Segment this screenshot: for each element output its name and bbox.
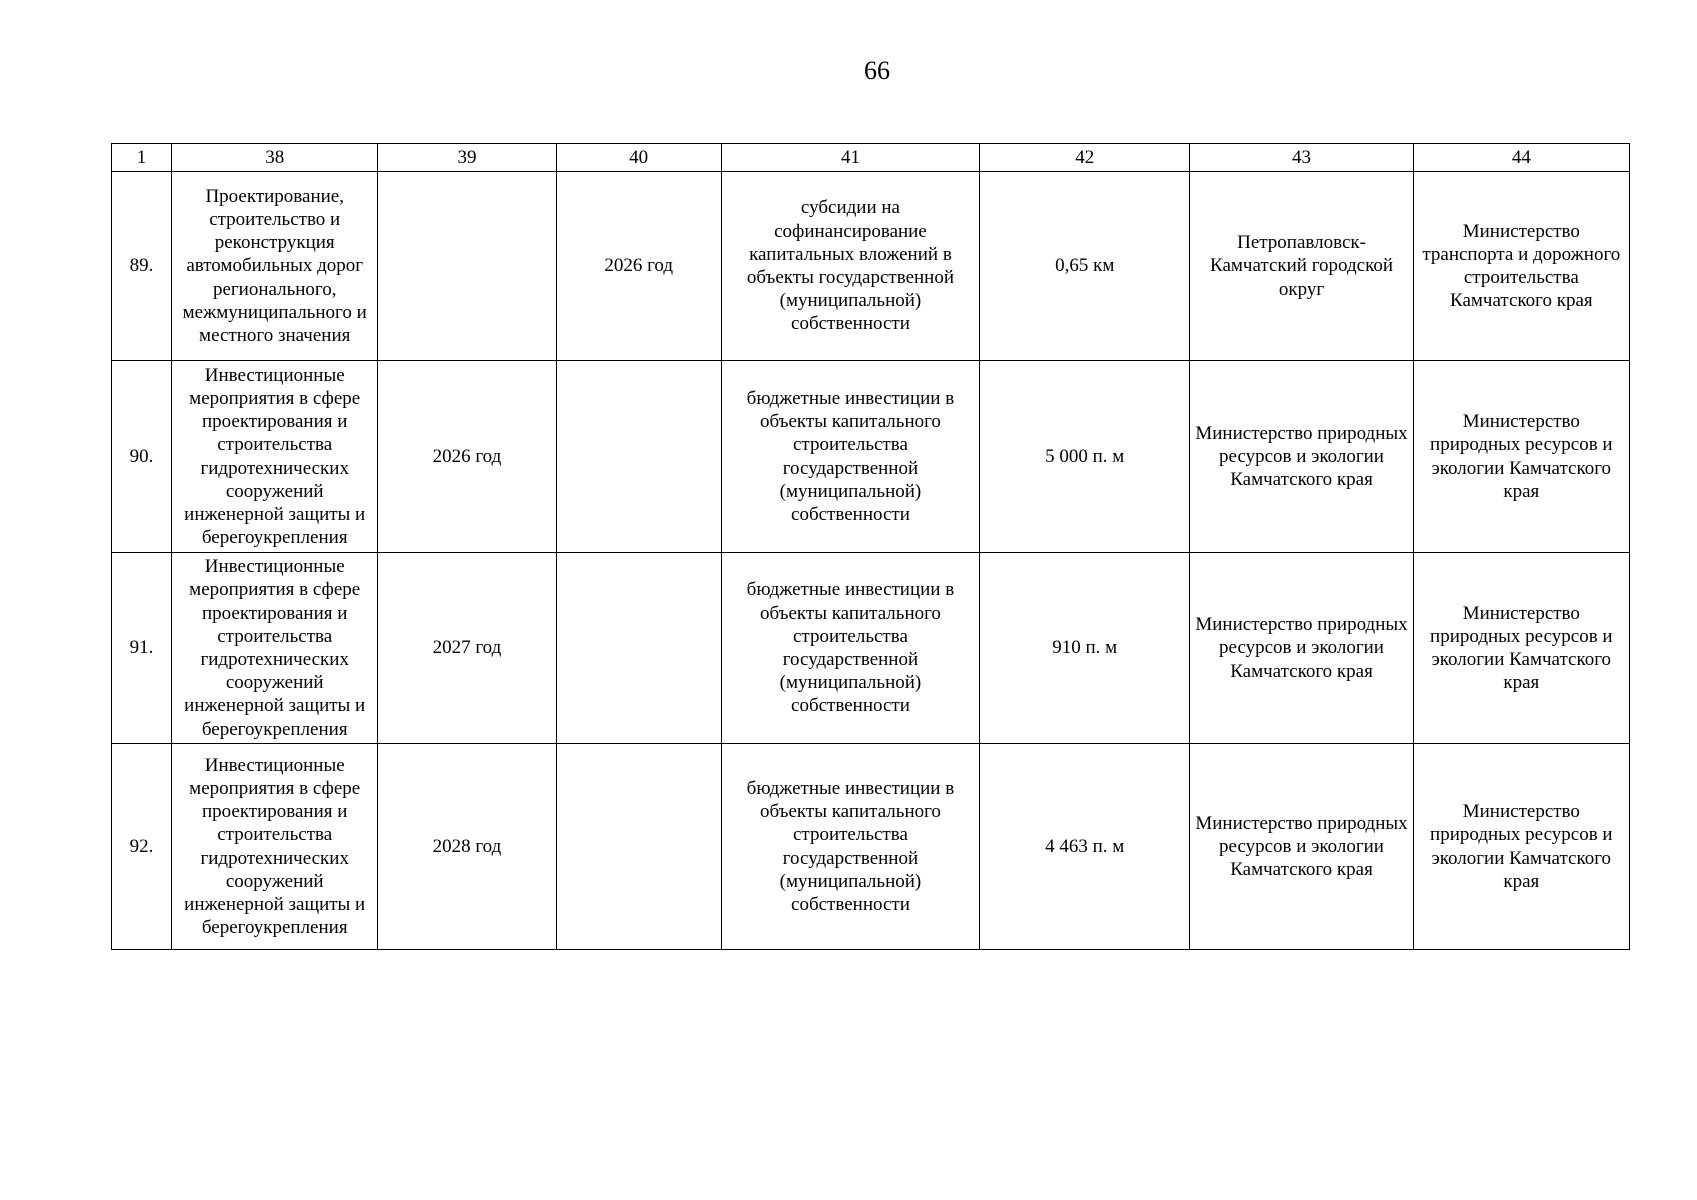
cell-col43: Министерство природных ресурсов и экологии Камчатского края bbox=[1190, 361, 1413, 553]
cell-col43: Министерство природных ресурсов и экологии Камчатского края bbox=[1190, 553, 1413, 744]
cell-col42: 910 п. м bbox=[980, 553, 1190, 744]
cell-col44: Министерство транспорта и дорожного строительства Камчатского края bbox=[1413, 172, 1629, 361]
cell-col40 bbox=[556, 744, 721, 950]
header-cell: 44 bbox=[1413, 144, 1629, 172]
cell-col42: 5 000 п. м bbox=[980, 361, 1190, 553]
measure-name: Проектирование, строительство и реконструкция автомобильных дорог регионального, межмуниципального и местного значения bbox=[172, 172, 378, 361]
table-row bbox=[112, 172, 1630, 361]
cell-col39: 2026 год bbox=[378, 361, 556, 553]
cell-col39: 2027 год bbox=[378, 553, 556, 744]
measure-name: Инвестиционные мероприятия в сфере проектирования и строительства гидротехнических сооружений инженерной защиты и берегоукрепления bbox=[172, 361, 378, 553]
header-cell: 42 bbox=[980, 144, 1190, 172]
cell-col41: бюджетные инвестиции в объекты капитального строительства государственной (муниципальной) собственности bbox=[721, 361, 979, 553]
header-cell: 41 bbox=[721, 144, 979, 172]
cell-col43: Петропавловск-Камчатский городской округ bbox=[1190, 172, 1413, 361]
header-cell: 39 bbox=[378, 144, 556, 172]
row-number: 92. bbox=[112, 744, 172, 950]
cell-col42: 0,65 км bbox=[980, 172, 1190, 361]
cell-col39 bbox=[378, 172, 556, 361]
header-cell: 40 bbox=[556, 144, 721, 172]
cell-col40: 2026 год bbox=[556, 172, 721, 361]
table-header-row bbox=[112, 144, 1630, 172]
row-number: 89. bbox=[112, 172, 172, 361]
row-number: 90. bbox=[112, 361, 172, 553]
header-cell: 38 bbox=[172, 144, 378, 172]
measure-name: Инвестиционные мероприятия в сфере проектирования и строительства гидротехнических сооружений инженерной защиты и берегоукрепления bbox=[172, 553, 378, 744]
header-cell: 43 bbox=[1190, 144, 1413, 172]
header-cell: 1 bbox=[112, 144, 172, 172]
table-row bbox=[112, 553, 1630, 744]
cell-col41: субсидии на софинансирование капитальных вложений в объекты государственной (муниципальной) собственности bbox=[721, 172, 979, 361]
cell-col41: бюджетные инвестиции в объекты капитального строительства государственной (муниципальной) собственности bbox=[721, 744, 979, 950]
table-row bbox=[112, 361, 1630, 553]
cell-col41: бюджетные инвестиции в объекты капитального строительства государственной (муниципальной) собственности bbox=[721, 553, 979, 744]
cell-col42: 4 463 п. м bbox=[980, 744, 1190, 950]
cell-col44: Министерство природных ресурсов и экологии Камчатского края bbox=[1413, 744, 1629, 950]
measure-name: Инвестиционные мероприятия в сфере проектирования и строительства гидротехнических сооружений инженерной защиты и берегоукрепления bbox=[172, 744, 378, 950]
data-table bbox=[111, 143, 1630, 950]
page-number: 66 bbox=[864, 56, 890, 85]
cell-col44: Министерство природных ресурсов и экологии Камчатского края bbox=[1413, 553, 1629, 744]
cell-col40 bbox=[556, 361, 721, 553]
cell-col39: 2028 год bbox=[378, 744, 556, 950]
row-number: 91. bbox=[112, 553, 172, 744]
cell-col43: Министерство природных ресурсов и экологии Камчатского края bbox=[1190, 744, 1413, 950]
cell-col40 bbox=[556, 553, 721, 744]
cell-col44: Министерство природных ресурсов и экологии Камчатского края bbox=[1413, 361, 1629, 553]
table-row bbox=[112, 744, 1630, 950]
